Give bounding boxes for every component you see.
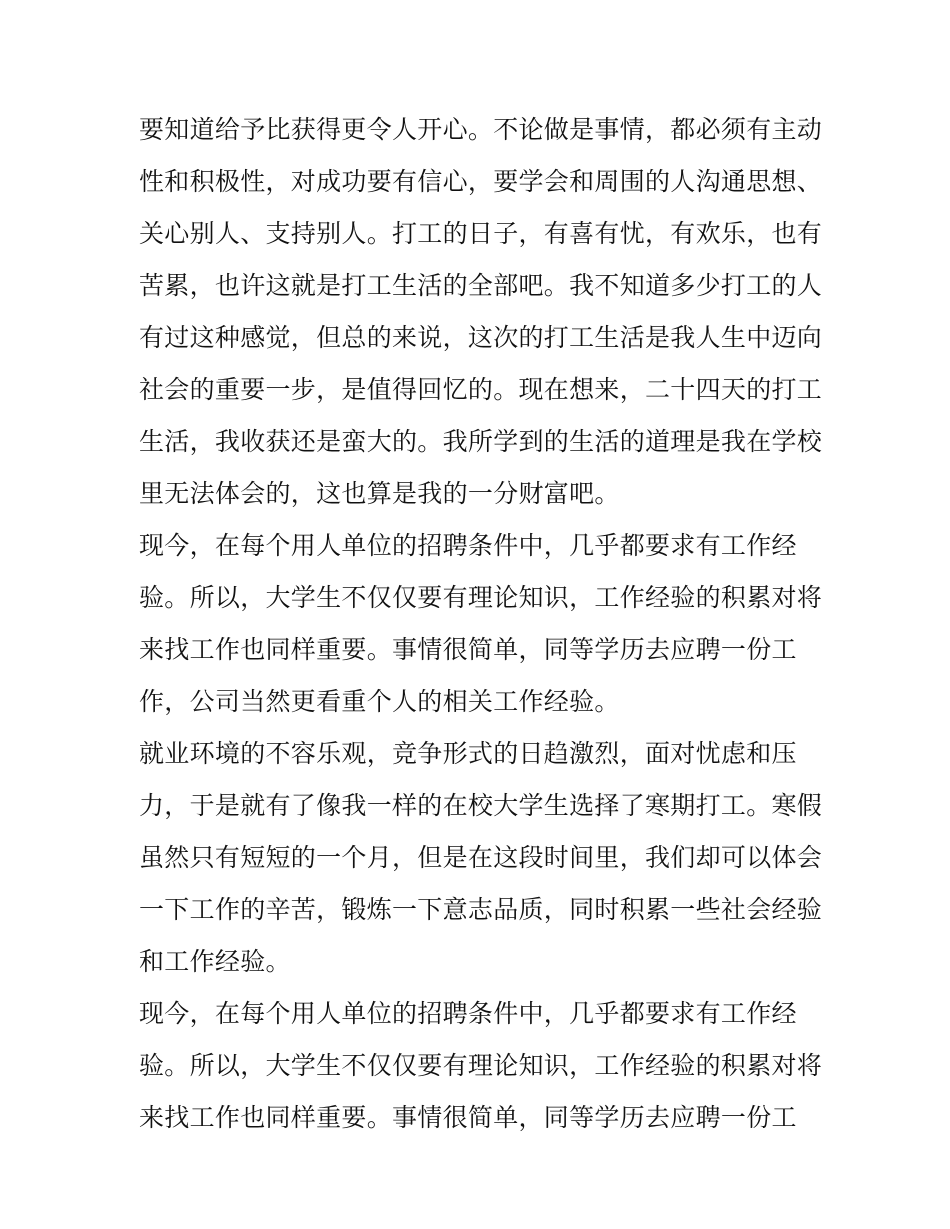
text-line: 要知道给予比获得更令人开心。不论做是事情，都必须有主动 bbox=[139, 115, 823, 144]
text-line: 生活，我收获还是蛮大的。我所学到的生活的道理是我在学校 bbox=[139, 427, 823, 456]
text-line: 虽然只有短短的一个月，但是在这段时间里，我们却可以体会 bbox=[139, 843, 823, 872]
text-line: 就业环境的不容乐观，竞争形式的日趋激烈，面对忧虑和压 bbox=[139, 739, 797, 768]
text-line: 里无法体会的，这也算是我的一分财富吧。 bbox=[139, 479, 620, 508]
text-line: 现今，在每个用人单位的招聘条件中，几乎都要求有工作经 bbox=[139, 531, 797, 560]
text-line: 社会的重要一步，是值得回忆的。现在想来，二十四天的打工 bbox=[139, 375, 823, 404]
text-line: 苦累，也许这就是打工生活的全部吧。我不知道多少打工的人 bbox=[139, 271, 823, 300]
text-line: 作，公司当然更看重个人的相关工作经验。 bbox=[139, 687, 620, 716]
text-line: 来找工作也同样重要。事情很简单，同等学历去应聘一份工 bbox=[139, 635, 797, 664]
text-line: 验。所以，大学生不仅仅要有理论知识，工作经验的积累对将 bbox=[139, 1051, 823, 1080]
text-line: 和工作经验。 bbox=[139, 947, 291, 976]
text-line: 来找工作也同样重要。事情很简单，同等学历去应聘一份工 bbox=[139, 1103, 797, 1132]
text-line: 性和积极性，对成功要有信心，要学会和周围的人沟通思想、 bbox=[139, 167, 823, 196]
text-line: 力，于是就有了像我一样的在校大学生选择了寒期打工。寒假 bbox=[139, 791, 823, 820]
text-line: 一下工作的辛苦，锻炼一下意志品质，同时积累一些社会经验 bbox=[139, 895, 823, 924]
text-line: 有过这种感觉，但总的来说，这次的打工生活是我人生中迈向 bbox=[139, 323, 823, 352]
text-line: 现今，在每个用人单位的招聘条件中，几乎都要求有工作经 bbox=[139, 999, 797, 1028]
text-line: 关心别人、支持别人。打工的日子，有喜有忧，有欢乐，也有 bbox=[139, 219, 823, 248]
text-line: 验。所以，大学生不仅仅要有理论知识，工作经验的积累对将 bbox=[139, 583, 823, 612]
